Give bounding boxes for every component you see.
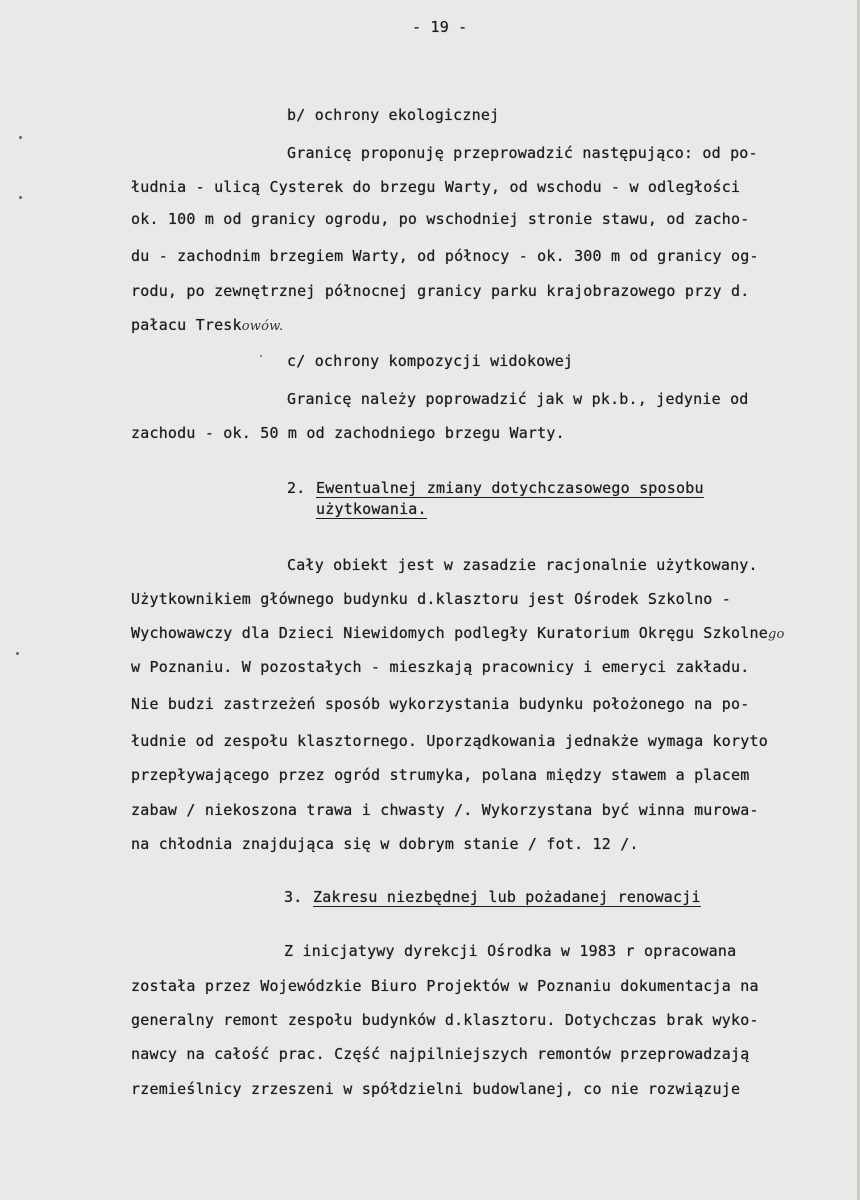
section-2-line-with-note — [131, 623, 785, 645]
section-2-line: łudnie od zespołu klasztornego. Uporządkowania jednakże wymaga koryto — [131, 732, 768, 750]
section-3-line: generalny remont zespołu budynków d.klasztoru. Dotychczas brak wyko- — [131, 1011, 759, 1029]
section-2-title: Ewentualnej zmiany dotychczasowego sposobu — [316, 479, 704, 497]
section-2-line: w Poznaniu. W pozostałych - mieszkają pracownicy i emeryci zakładu. — [131, 658, 750, 676]
scan-speck — [19, 136, 22, 139]
section-3-number: 3. — [284, 888, 303, 906]
section-b-line: ok. 100 m od granicy ogrodu, po wschodniej stronie stawu, od zacho- — [131, 210, 750, 228]
section-b-heading: b/ ochrony ekologicznej — [287, 106, 500, 124]
section-2-line: Użytkownikiem głównego budynku d.klasztoru jest Ośrodek Szkolno - — [131, 590, 731, 608]
section-3-line: Z inicjatywy dyrekcji Ośrodka w 1983 r opracowana — [284, 942, 737, 960]
section-2-title-cont: użytkowania. — [316, 500, 427, 518]
scan-speck — [260, 355, 262, 357]
section-2-line: Cały obiekt jest w zasadzie racjonalnie użytkowany. — [287, 556, 758, 574]
handwritten-correction: owów. — [241, 319, 284, 334]
page-number: - 19 - — [412, 18, 468, 36]
section-c-heading: c/ ochrony kompozycji widokowej — [287, 352, 574, 370]
section-3-line: została przez Wojewódzkie Biuro Projektów w Poznaniu dokumentacja na — [131, 977, 759, 995]
section-2-number: 2. — [287, 479, 306, 497]
section-3-line: rzemieślnicy zrzeszeni w spółdzielni budowlanej, co nie rozwiązuje — [131, 1080, 741, 1098]
section-2-line: na chłodnia znajdująca się w dobrym stanie / fot. 12 /. — [131, 835, 639, 853]
section-2-line-text: Wychowawczy dla Dzieci Niewidomych podległy Kuratorium Okręgu Szkolne — [131, 624, 768, 642]
section-b-line: łudnia - ulicą Cysterek do brzegu Warty, od wschodu - w odległości — [131, 178, 741, 196]
section-c-line: Granicę należy poprowadzić jak w pk.b., jedynie od — [287, 390, 749, 408]
section-b-line-last — [131, 315, 283, 337]
section-b-line: rodu, po zewnętrznej północnej granicy parku krajobrazowego przy d. — [131, 282, 750, 300]
section-b-line: Granicę proponuję przeprowadzić następująco: od po- — [287, 144, 758, 162]
section-b-line: du - zachodnim brzegiem Warty, od północy - ok. 300 m od granicy og- — [131, 247, 759, 265]
section-2-line: zabaw / niekoszona trawa i chwasty /. Wykorzystana być winna murowa- — [131, 801, 759, 819]
section-b-line-text: pałacu Tresk — [131, 316, 242, 334]
scan-speck — [16, 652, 19, 655]
section-2-line: przepływającego przez ogród strumyka, polana między stawem a placem — [131, 766, 750, 784]
section-c-line: zachodu - ok. 50 m od zachodniego brzegu Warty. — [131, 424, 565, 442]
section-2-line: Nie budzi zastrzeżeń sposób wykorzystania budynku położonego na po- — [131, 695, 750, 713]
section-3-line: nawcy na całość prac. Część najpilniejszych remontów przeprowadzają — [131, 1045, 750, 1063]
scan-speck — [19, 196, 22, 199]
section-3-title: Zakresu niezbędnej lub pożadanej renowacji — [313, 888, 701, 906]
handwritten-correction: go — [767, 627, 785, 642]
